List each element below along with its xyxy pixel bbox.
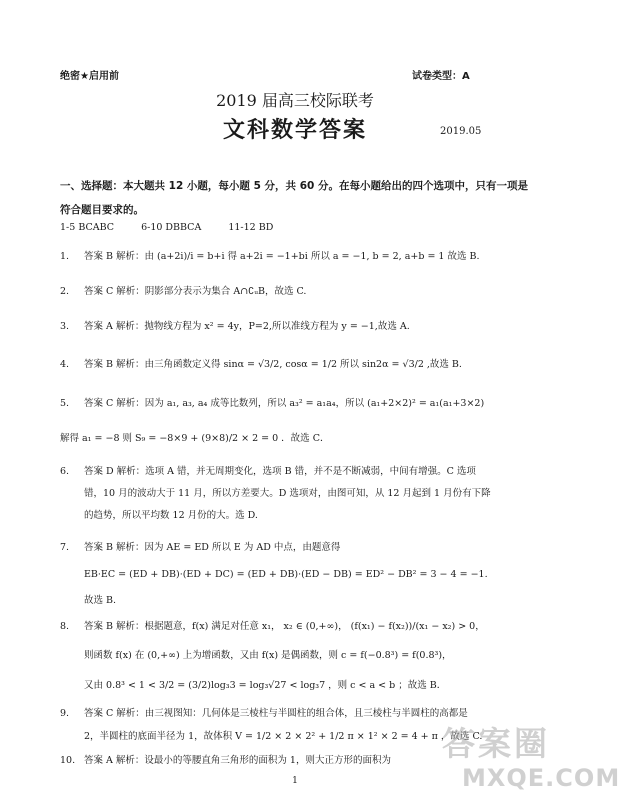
paper-type-label: 试卷类型：A	[412, 71, 470, 82]
answer-key-group: 11-12 BD	[228, 222, 274, 233]
item-text: 答案 A 解析：设最小的等腰直角三角形的面积为 1，则大正方形的面积为	[84, 755, 391, 766]
answer-item-3	[60, 318, 540, 336]
section-heading	[60, 174, 540, 222]
answer-item-1	[60, 248, 540, 266]
section-heading-line1: 一、选择题：本大题共 12 小题，每小题 5 分，共 60 分。在每小题给出的四个选项中，只有一项是	[60, 180, 528, 192]
item-text: 答案 B 解析：因为 AE = ED 所以 E 为 AD 中点，由题意得	[84, 542, 341, 553]
page-number: 1	[292, 776, 298, 786]
item-number: 1.	[60, 251, 70, 262]
item-text: 答案 C 解析：由三视图知：几何体是三棱柱与半圆柱的组合体，且三棱柱与半圆柱的高都是	[84, 708, 468, 719]
section-heading-line2: 符合题目要求的。	[60, 204, 144, 216]
answer-item-2	[60, 283, 540, 301]
item-8-continuation: 又由 0.8³ < 1 < 3/2 = (3/2)log₃3 = log₃√27 < log₃7 ，则 c < a < b ；故选 B．	[84, 680, 447, 691]
item-text: 答案 C 解析：阴影部分表示为集合 A∩∁ᵤB，故选 C.	[84, 286, 307, 297]
item-text: 答案 D 解析：选项 A 错，并无周期变化，选项 B 错，并不是不断减弱，中间有增强。C 选项	[84, 466, 476, 477]
answer-item-8	[60, 618, 540, 636]
item-number: 4.	[60, 359, 70, 370]
item-6-continuation: 的趋势，所以平均数 12 月份的大。选 D.	[84, 510, 258, 521]
item-number: 10.	[60, 755, 76, 766]
item-text: 答案 B 解析：由 (a+2i)/i = b+i 得 a+2i = −1+bi 所以 a = −1, b = 2, a+b = 1 故选 B.	[84, 251, 480, 262]
item-text: 答案 A 解析：抛物线方程为 x² = 4y，P=2,所以准线方程为 y = −1,故选 A.	[84, 321, 410, 332]
answer-item-5	[60, 395, 540, 413]
item-7-continuation: 故选 B.	[84, 595, 117, 606]
answer-key-group: 6-10 DBBCA	[141, 222, 202, 233]
confidential-label: 绝密★启用前	[60, 71, 119, 82]
item-9-continuation: 2，半圆柱的底面半径为 1，故体积 V = 1/2 × 2 × 2² + 1/2 π × 1² × 2 = 4 + π ，故选 C.	[84, 731, 483, 742]
exam-title: 2019 届高三校际联考	[216, 91, 374, 110]
item-7-continuation: EB·EC = (ED + DB)·(ED + DC) = (ED + DB)·(ED − DB) = ED² − DB² = 3 − 4 = −1.	[84, 569, 488, 580]
item-number: 7.	[60, 542, 70, 553]
item-number: 9.	[60, 708, 70, 719]
item-text: 答案 C 解析：因为 a₁, a₃, a₄ 成等比数列，所以 a₃² = a₁a₄，所以 (a₁+2×2)² = a₁(a₁+3×2)	[84, 398, 485, 409]
item-number: 8.	[60, 621, 70, 632]
answer-item-9	[60, 705, 540, 723]
item-text: 答案 B 解析：由三角函数定义得 sinα = √3/2, cosα = 1/2 所以 sin2α = √3/2 ,故选 B.	[84, 359, 462, 370]
item-5-continuation: 解得 a₁ = −8 则 S₉ = −8×9 + (9×8)/2 × 2 = 0 ．故选 C．	[60, 433, 330, 444]
watermark-logo: 答案圈	[442, 724, 550, 763]
answer-key-group: 1-5 BCABC	[60, 222, 115, 233]
item-number: 3.	[60, 321, 70, 332]
item-number: 2.	[60, 286, 70, 297]
answer-title: 文科数学答案	[222, 117, 367, 143]
exam-date: 2019.05	[440, 126, 482, 137]
item-number: 5.	[60, 398, 70, 409]
item-number: 6.	[60, 466, 70, 477]
answer-item-7	[60, 539, 540, 557]
watermark-url: MXQE.COM	[462, 764, 620, 792]
answer-key	[60, 222, 297, 233]
item-8-continuation: 则函数 f(x) 在 (0,+∞) 上为增函数，又由 f(x) 是偶函数，则 c = f(−0.8³) = f(0.8³)，	[84, 650, 452, 661]
answer-item-4	[60, 356, 540, 374]
answer-item-6	[60, 463, 540, 481]
item-text: 答案 B 解析：根据题意，f(x) 满足对任意 x₁， x₂ ∈ (0,+∞)， (f(x₁) − f(x₂))/(x₁ − x₂) > 0，	[84, 621, 485, 632]
item-6-continuation: 错，10 月的波动大于 11 月，所以方差要大。D 选项对，由图可知，从 12 月起到 1 月份有下降	[84, 488, 491, 499]
answer-item-10	[60, 752, 540, 770]
